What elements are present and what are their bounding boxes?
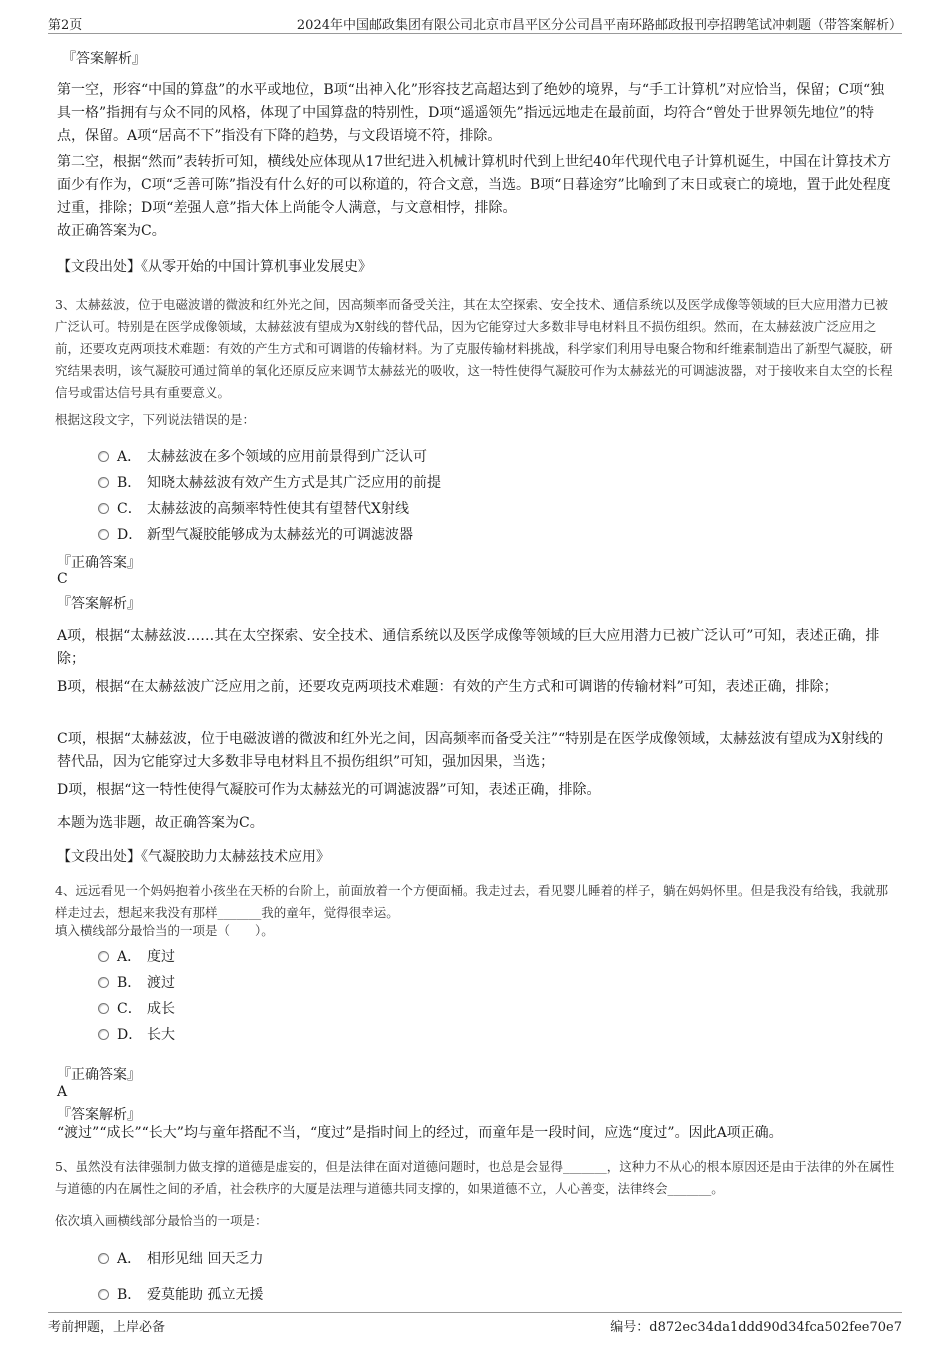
option-text: 成长	[147, 1001, 175, 1017]
q4-prompt: 填入横线部分最恰当的一项是（ ）。	[55, 923, 274, 938]
header-divider	[48, 33, 902, 34]
q3-source: 【文段出处】《气凝胶助力太赫兹技术应用》	[57, 849, 330, 865]
q4-analysis: “渡过”“成长”“长大”均与童年搭配不当，“度过”是指时间上的经过，而童年是一段时间，应选“度过”。因此A项正确。	[57, 1125, 783, 1141]
q3-answer: C	[57, 571, 68, 587]
q4-option-b[interactable]	[98, 972, 175, 992]
radio-icon[interactable]	[98, 529, 109, 540]
footer-divider	[48, 1312, 902, 1313]
q3-answer-label: 『正确答案』	[57, 555, 141, 571]
q5-stem: 5、虽然没有法律强制力做支撑的道德是虚妄的，但是法律在面对道德问题时，也总是会显得_______，这种力不从心的根本原因还是由于法律的外在属性与道德的内在属性之间的矛盾，社会秩序的大厦是法理与道德共同支撑的，如果道德不立，人心善变，法律终会_______。	[55, 1159, 895, 1196]
q2-analysis-label: 『答案解析』	[62, 51, 146, 67]
q5-prompt: 依次填入画横线部分最恰当的一项是：	[55, 1213, 268, 1228]
q4-stem: 4、远远看见一个妈妈抱着小孩坐在天桥的台阶上，前面放着一个方便面桶。我走过去，看见婴儿睡着的样子，躺在妈妈怀里。但是我没有给钱，我就那样走过去，想起来我没有那样_______我的童年，觉得很幸运。	[55, 883, 888, 920]
radio-icon[interactable]	[98, 1253, 109, 1264]
option-letter: B．	[117, 1287, 142, 1303]
document-id: 编号：d872ec34da1ddd90d34fca502fee70e7	[610, 1320, 902, 1335]
q3-option-b[interactable]	[98, 472, 441, 492]
option-text: 太赫兹波在多个领域的应用前景得到广泛认可	[147, 449, 427, 465]
option-letter: B．	[117, 975, 142, 991]
q3-prompt: 根据这段文字，下列说法错误的是：	[55, 412, 256, 427]
option-text: 爱莫能助 孤立无援	[147, 1287, 264, 1303]
q4-option-c[interactable]	[98, 998, 175, 1018]
q3-analysis-d: D项，根据“这一特性使得气凝胶可作为太赫兹光的可调滤波器”可知，表述正确，排除。	[57, 782, 601, 798]
radio-icon[interactable]	[98, 1289, 109, 1300]
option-letter: B．	[117, 475, 142, 491]
option-letter: C．	[117, 1001, 142, 1017]
radio-icon[interactable]	[98, 503, 109, 514]
q4-analysis-label: 『答案解析』	[57, 1107, 141, 1123]
option-letter: A．	[117, 449, 142, 465]
q2-analysis-p2: 第二空，根据“然而”表转折可知，横线处应体现从17世纪进入机械计算机时代到上世纪40年代现代电子计算机诞生，中国在计算技术方面少有作为，C项“乏善可陈”指没有什么好的可以称道的，符合文意，当选。B项“日暮途穷”比喻到了末日或衰亡的境地，置于此处程度过重，排除；D项“差强人意”指大体上尚能令人满意，与文意相悖，排除。	[57, 154, 891, 216]
radio-icon[interactable]	[98, 951, 109, 962]
radio-icon[interactable]	[98, 1029, 109, 1040]
radio-icon[interactable]	[98, 1003, 109, 1014]
option-text: 太赫兹波的高频率特性使其有望替代X射线	[147, 501, 409, 517]
option-text: 相形见绌 回天乏力	[147, 1251, 264, 1267]
option-text: 度过	[147, 949, 175, 965]
q3-answer-statement: 本题为选非题，故正确答案为C。	[57, 815, 264, 831]
q3-stem: 3、太赫兹波，位于电磁波谱的微波和红外光之间，因高频率而备受关注，其在太空探索、安全技术、通信系统以及医学成像等领域的巨大应用潜力已被广泛认可。特别是在医学成像领域，太赫兹波有望成为X射线的替代品，因为它能穿过大多数非导电材料且不损伤组织。然而，在太赫兹波广泛应用之前，还要攻克两项技术难题：有效的产生方式和可调谐的传输材料。为了克服传输材料挑战，科学家们利用导电聚合物和纤维素制造出了新型气凝胶，研究结果表明，该气凝胶可通过简单的氧化还原反应来调节太赫兹光的吸收，这一特性使得气凝胶可作为太赫兹光的可调滤波器，对于接收来自太空的长程信号或雷达信号具有重要意义。	[55, 297, 893, 400]
page-number: 第2页	[48, 18, 83, 33]
q3-analysis-b: B项，根据“在太赫兹波广泛应用之前，还要攻克两项技术难题：有效的产生方式和可调谐的传输材料”可知，表述正确，排除；	[57, 679, 838, 695]
q4-option-d[interactable]	[98, 1024, 175, 1044]
option-text: 知晓太赫兹波有效产生方式是其广泛应用的前提	[147, 475, 441, 491]
option-letter: C．	[117, 501, 142, 517]
q3-option-c[interactable]	[98, 498, 409, 518]
option-text: 新型气凝胶能够成为太赫兹光的可调滤波器	[147, 527, 413, 543]
q3-option-a[interactable]	[98, 446, 427, 466]
option-text: 渡过	[147, 975, 175, 991]
radio-icon[interactable]	[98, 477, 109, 488]
radio-icon[interactable]	[98, 977, 109, 988]
q4-answer-label: 『正确答案』	[57, 1067, 141, 1083]
option-letter: A．	[117, 1251, 142, 1267]
option-letter: D．	[117, 1027, 143, 1043]
q3-option-d[interactable]	[98, 524, 413, 544]
q5-option-a[interactable]	[98, 1248, 263, 1268]
q2-answer-statement: 故正确答案为C。	[57, 223, 166, 239]
document-title: 2024年中国邮政集团有限公司北京市昌平区分公司昌平南环路邮政报刊亭招聘笔试冲刺题（带答案解析）	[296, 18, 902, 33]
q2-source: 【文段出处】《从零开始的中国计算机事业发展史》	[57, 259, 372, 275]
q2-analysis-p1: 第一空，形容“中国的算盘”的水平或地位，B项“出神入化”形容技艺高超达到了绝妙的境界，与“手工计算机”对应恰当，保留；C项“独具一格”指拥有与众不同的风格，体现了中国算盘的特别性，D项“遥遥领先”指远远地走在最前面，均符合“曾处于世界领先地位”的特点，保留。A项“居高不下”指没有下降的趋势，与文段语境不符，排除。	[57, 82, 885, 144]
footer-slogan: 考前押题，上岸必备	[48, 1320, 166, 1335]
option-text: 长大	[147, 1027, 175, 1043]
q4-answer: A	[57, 1084, 68, 1100]
q5-option-b[interactable]	[98, 1284, 263, 1304]
radio-icon[interactable]	[98, 451, 109, 462]
q3-analysis-label: 『答案解析』	[57, 596, 141, 612]
option-letter: D．	[117, 527, 143, 543]
q4-option-a[interactable]	[98, 946, 175, 966]
q3-analysis-a: A项，根据“太赫兹波……其在太空探索、安全技术、通信系统以及医学成像等领域的巨大应用潜力已被广泛认可”可知，表述正确，排除；	[57, 628, 880, 667]
q3-analysis-c: C项，根据“太赫兹波，位于电磁波谱的微波和红外光之间，因高频率而备受关注”“特别是在医学成像领域，太赫兹波有望成为X射线的替代品，因为它能穿过大多数非导电材料且不损伤组织”可知，强加因果，当选；	[57, 731, 884, 770]
option-letter: A．	[117, 949, 142, 965]
